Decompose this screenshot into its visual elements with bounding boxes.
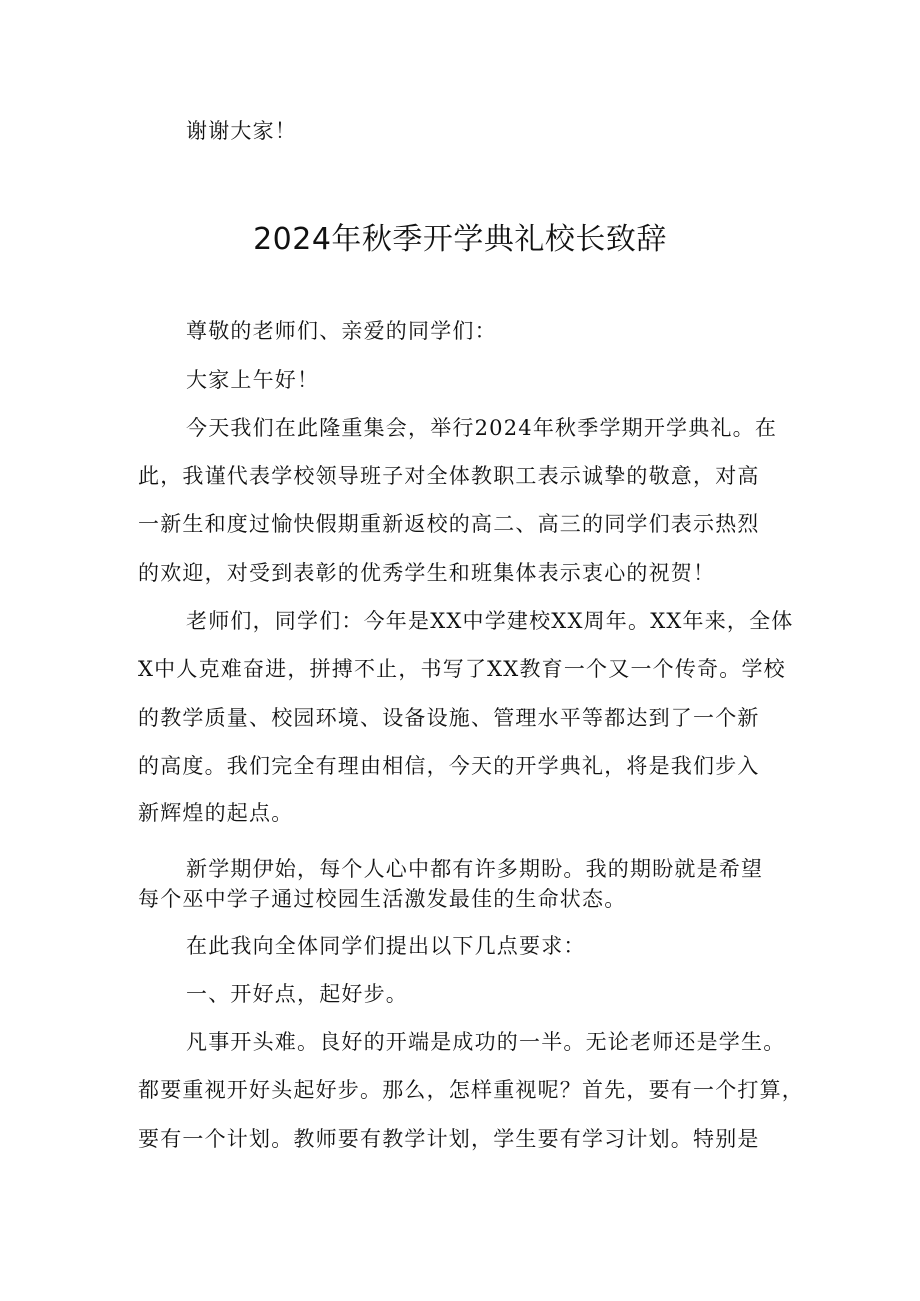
paragraph-line: 一新生和度过愉快假期重新返校的高二、高三的同学们表示热烈 [138, 512, 760, 536]
paragraph-line: 的欢迎，对受到表彰的优秀学生和班集体表示衷心的祝贺！ [138, 561, 716, 585]
paragraph-line: 都要重视开好头起好步。那么，怎样重视呢？首先，要有一个打算， [138, 1078, 804, 1102]
paragraph-line: 新辉煌的起点。 [138, 801, 294, 825]
paragraph-line: 老师们，同学们：今年是XX中学建校XX周年。XX年来，全体 [186, 609, 794, 633]
paragraph-line: 在此我向全体同学们提出以下几点要求： [186, 934, 586, 958]
paragraph-line: 要有一个计划。教师要有教学计划，学生要有学习计划。特别是 [138, 1127, 760, 1151]
paragraph-line: 新学期伊始，每个人心中都有许多期盼。我的期盼就是希望 [186, 857, 764, 881]
closing-line: 谢谢大家！ [186, 119, 297, 143]
paragraph-line: 的高度。我们完全有理由相信，今天的开学典礼，将是我们步入 [138, 754, 760, 778]
greeting: 大家上午好！ [186, 368, 320, 392]
paragraph-line: X中人克难奋进，拼搏不止，书写了XX教育一个又一个传奇。学校 [138, 657, 786, 681]
salutation: 尊敬的老师们、亲爱的同学们： [186, 319, 497, 343]
paragraph-line: 今天我们在此隆重集会，举行2024年秋季学期开学典礼。在 [186, 416, 778, 440]
paragraph-line: 的教学质量、校园环境、设备设施、管理水平等都达到了一个新 [138, 706, 760, 730]
paragraph-line: 凡事开头难。良好的开端是成功的一半。无论老师还是学生。 [186, 1030, 786, 1054]
paragraph-line: 每个巫中学子通过校园生活激发最佳的生命状态。 [138, 887, 627, 911]
section-heading: 一、开好点，起好步。 [186, 982, 408, 1006]
document-title: 2024年秋季开学典礼校长致辞 [253, 222, 667, 257]
paragraph-line: 此，我谨代表学校领导班子对全体教职工表示诚挚的敬意，对高 [138, 464, 760, 488]
